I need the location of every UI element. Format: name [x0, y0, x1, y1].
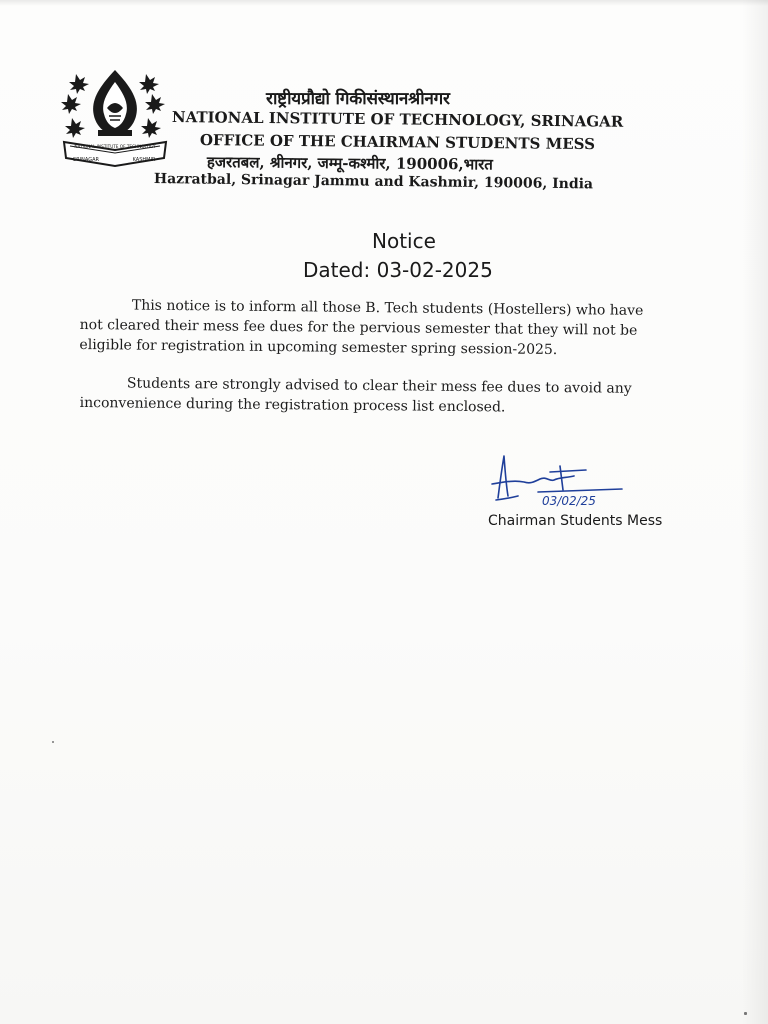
notice-paragraph-1	[79, 295, 690, 361]
emblem-ribbon-left: SRINAGAR	[73, 157, 99, 163]
page-top-shadow	[0, 0, 768, 6]
signatory-title: Chairman Students Mess	[488, 513, 663, 529]
address-english: Hazratbal, Srinagar Jammu and Kashmir, 190006, India	[153, 171, 594, 193]
institute-name: NATIONAL INSTITUTE OF TECHNOLOGY, SRINAGAR	[171, 108, 624, 131]
paragraph-line: not cleared their mess fee dues for the pervious semester that they will not be	[79, 316, 638, 339]
paragraph-line: This notice is to inform all those B. Tech students (Hostellers) who have	[131, 297, 644, 319]
office-name: OFFICE OF THE CHAIRMAN STUDENTS MESS	[199, 131, 596, 154]
emblem-ribbon-text: NATIONAL INSTITUTE OF TECHNOLOGY	[74, 144, 156, 149]
notice-paragraph-2	[80, 373, 690, 419]
paper-speck	[52, 741, 54, 743]
paragraph-line: inconvenience during the registration process list enclosed.	[79, 394, 506, 416]
notice-title: Notice	[372, 229, 436, 253]
address-hindi: हजरतबल, श्रीनगर, जम्मू-कश्मीर, 190006,भारत	[206, 152, 493, 174]
chairman-signature	[490, 452, 625, 512]
emblem-ribbon-right: KASHMIR	[132, 157, 156, 163]
paper-speck	[744, 1012, 747, 1015]
notice-date: Dated: 03-02-2025	[303, 258, 493, 282]
paragraph-line: eligible for registration in upcoming semester spring session-2025.	[79, 336, 558, 359]
signature-date: 03/02/25	[542, 494, 596, 508]
paragraph-line: Students are strongly advised to clear their mess fee dues to avoid any	[126, 375, 632, 397]
nit-srinagar-emblem-icon	[60, 68, 170, 168]
page-edge-shadow	[742, 0, 768, 1024]
institute-name-hindi: राष्ट्रीयप्रौद्यो गिकीसंस्थानश्रीनगर	[266, 89, 450, 109]
